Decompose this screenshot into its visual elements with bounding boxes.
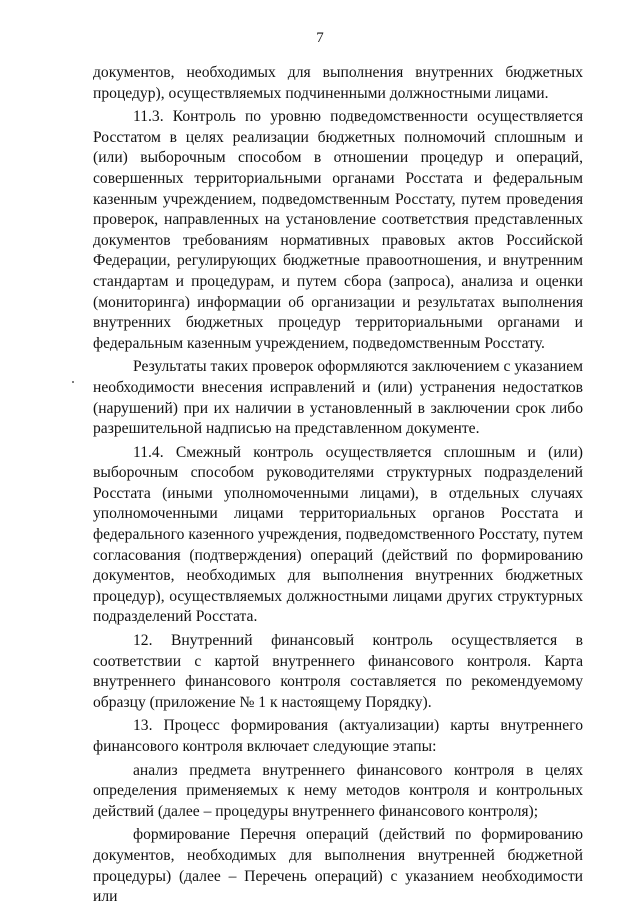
- scan-speck: [72, 381, 74, 383]
- page-number: 7: [316, 30, 324, 46]
- paragraph-13: 13. Процесс формирования (актуализации) карты внутреннего финансового контроля включает следующие этапы:: [93, 717, 583, 755]
- paragraph-11-3: 11.3. Контроль по уровню подведомственности осуществляется Росстатом в целях реализации бюджетных полномочий сплошным и (или) выборочным способом в отношении процедур и операций, совершенных территориальными органами Росстата и федеральным казенным учреждением, подведомственным Росстату, путем проведения проверок, направленных на установление соответствия представленных документов требованиям нормативных правовых актов Российской Федерации, регулирующих бюджетные правоотношения, и внутренним стандартам и процедурам, и путем сбора (запроса), анализа и оценки (мониторинга) информации об организации и результатах выполнения внутренних бюджетных процедур территориальными органами и федеральным казенным учреждением, подведомственным Росстату.: [93, 108, 583, 352]
- paragraph-analysis: анализ предмета внутреннего финансового контроля в целях определения применяемых к нему методов контроля и контрольных действий (далее – процедуры внутреннего финансового контроля);: [93, 761, 583, 820]
- paragraph-results: Результаты таких проверок оформляются заключением с указанием необходимости внесения исправлений и (или) устранения недостатков (нарушений) при их наличии в установленный в заключении срок либо разрешительной надписью на представленном документе.: [93, 358, 583, 438]
- paragraph-list-formation: формирование Перечня операций (действий по формированию документов, необходимых для выполнения внутренней бюджетной процедуры) (далее – Перечень операций) с указанием необходимости или: [93, 826, 583, 906]
- document-body: [93, 63, 583, 908]
- paragraph-12: 12. Внутренний финансовый контроль осуществляется в соответствии с картой внутреннего финансового контроля. Карта внутреннего финансового контроля составляется по рекомендуемому образцу (приложение № 1 к настоящему Порядку).: [93, 632, 583, 711]
- paragraph-continuation: документов, необходимых для выполнения внутренних бюджетных процедур), осуществляемых подчиненными должностными лицами.: [93, 64, 583, 102]
- paragraph-11-4: 11.4. Смежный контроль осуществляется сплошным и (или) выборочным способом руководителями структурных подразделений Росстата (иными уполномоченными лицами), в отдельных случаях уполномоченными лицами территориальных органов Росстата и федерального казенного учреждения, подведомственного Росстату, путем согласования (подтверждения) операций (действий по формированию документов, необходимых для выполнения внутренних бюджетных процедур), осуществляемых должностными лицами других структурных подразделений Росстата.: [93, 443, 583, 626]
